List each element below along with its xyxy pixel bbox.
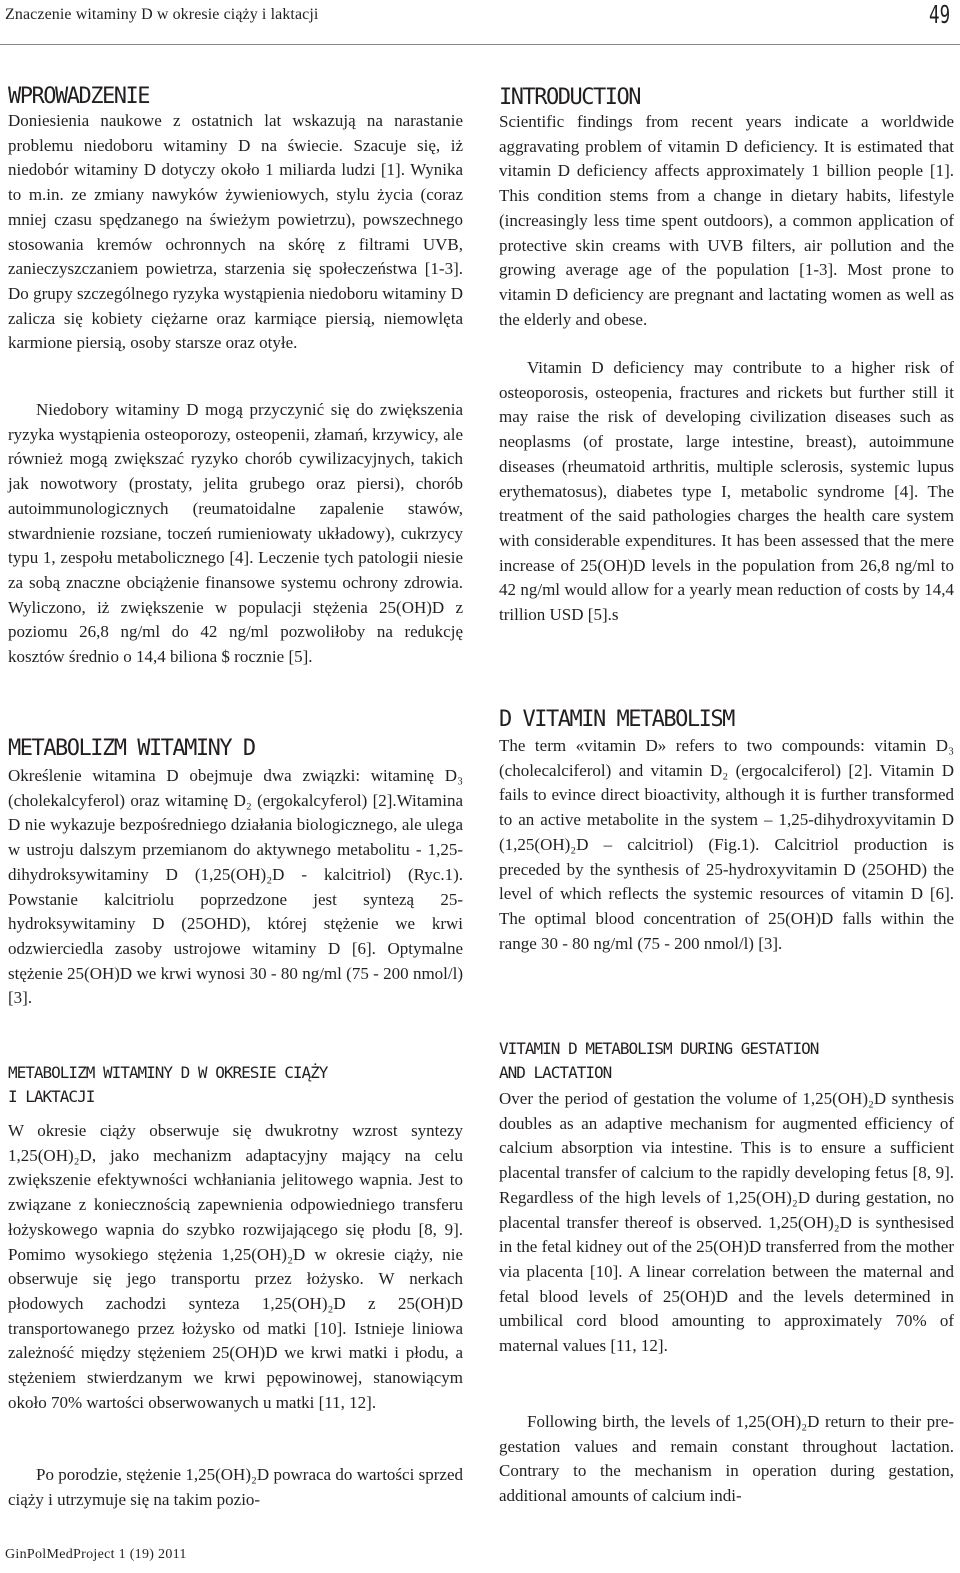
running-title: Znaczenie witaminy D w okresie ciąży i laktacji [5,6,319,23]
paragraph-following-birth: Following birth, the levels of 1,25(OH)₂D return to their pre-gestation values and remain constant throughout lactation. Contrary to the mechanism in operation during gestation, additional amounts of calcium indi- [499,1412,954,1506]
paragraph-ciaza: W okresie ciąży obserwuje się dwukrotny wzrost syntezy 1,25(OH)₂D, jako mechanizm adaptacyjny mający na celu zwiększenie efektywności wchłaniania jelitowego wapnia. Jest to związane z koniecznością zapewnienia odpowiedniego transferu łożyskowego wapnia do szybko rozwijającego się płodu [8, 9]. Pomimo wysokiego stężenia 1,25(OH)₂D w okresie ciąży, nie obserwuje się jego transportu przez łożysko. W nerkach płodowych zachodzi synteza 1,25(OH)₂D z 25(OH)D transportowanego przez łożysko od matki [10]. Istnieje liniowa zależność między stężeniem 25(OH)D we krwi matki i płodu, a stężeniem stwierdzanym we krwi pępowinowej, stanowiącym około 70% wartości obserwowanych u matki [11, 12]. [8,1121,463,1412]
heading-vitamin-metabolism: D VITAMIN METABOLISM [499,707,734,732]
paragraph-introduction-1: Scientific findings from recent years indicate a worldwide aggravating problem of vitamin D deficiency. It is estimated that vitamin D deficiency affects approximately 1 billion people [1]. This condition stems from a change in dietary habits, lifestyle (increasingly less time spent outdoors), a common application of protective skin creams with UVB filters, air pollution and the growing average age of the population [1-3]. Most prone to vitamin D deficiency are pregnant and lactating women as well as the elderly and obese. [499,112,954,329]
heading-metabolism-gestation: VITAMIN D METABOLISM DURING GESTATION AND LACTATION [499,1039,819,1082]
page-number: 49 [928,0,950,29]
journal-footer: GinPolMedProject 1 (19) 2011 [5,1547,187,1562]
header-divider [0,44,960,45]
heading-wprowadzenie: WPROWADZENIE [8,84,149,109]
heading-metabolizm-ciaza: METABOLIZM WITAMINY D W OKRESIE CIĄŻY I LAKTACJI [8,1063,328,1106]
paragraph-vitamin-metabolism: The term «vitamin D» refers to two compounds: vitamin D₃ (cholecalciferol) and vitamin D₂ (ergocalciferol) [2]. Vitamin D fails to evince direct bioactivity, although it is further transformed to an active metabolite in the system – 1,25-dihydroxyvitamin D (1,25(OH)₂D – calcitriol) (Fig.1). Calcitriol production is preceded by the synthesis of 25-hydroxyvitamin D (25OHD) the level of which reflects the systemic resources of vitamin D [6]. The optimal blood concentration of 25(OH)D falls within the range 30 - 80 ng/ml (75 - 200 nmol/l) [3]. [499,736,954,953]
paragraph-intro-2: Niedobory witaminy D mogą przyczynić się do zwiększenia ryzyka wystąpienia osteoporozy, osteopenii, złamań, krzywicy, ale również mogą zwiększać ryzyko chorób cywilizacyjnych, takich jak nowotwory (prostaty, jelita grubego oraz piersi), chorób autoimmunologicznych (reumatoidalne zapalenie stawów, stwardnienie rozsiane, toczeń rumieniowaty układowy), cukrzycy typu 1, zespołu metabolicznego [4]. Leczenie tych patologii niesie za sobą znaczne obciążenie finansowe systemu ochrony zdrowia. Wyliczono, iż zwiększenie w populacji stężenia 25(OH)D z poziomu 26,8 ng/ml do 42 ng/ml pozwoliłoby na redukcję kosztów średnio o 14,4 biliona $ rocznie [5]. [8,400,463,667]
paragraph-metabolizm: Określenie witamina D obejmuje dwa związki: witaminę D₃ (cholekalcyferol) oraz witaminę D₂ (ergokalcyferol) [2].Witamina D nie wykazuje bezpośredniego działania biologicznego, ale ulega w ustroju dalszym przemianom do aktywnego metabolitu - 1,25-dihydroksywitaminy D (1,25(OH)₂D - kalcitriol) (Ryc.1). Powstanie kalcitriolu poprzedzone jest syntezą 25-hydroksywitaminy D (25OHD), której stężenie we krwi odzwierciedla zasoby ustrojowe witaminy D [6]. Optymalne stężenie 25(OH)D we krwi wynosi 30 - 80 ng/ml (75 - 200 nmol/l) [3]. [8,766,463,1008]
heading-introduction: INTRODUCTION [499,85,640,110]
paragraph-gestation: Over the period of gestation the volume of 1,25(OH)₂D synthesis doubles as an adaptive mechanism for augmented efficiency of calcium absorption via intestine. This is to ensure a sufficient placental transfer of calcium to the rapidly developing fetus [8, 9]. Regardless of the high levels of 1,25(OH)₂D during gestation, no placental transfer thereof is observed. 1,25(OH)₂D is synthesised in the fetal kidney out of the 25(OH)D transferred from the mother via placenta [10]. A linear correlation between the maternal and fetal blood levels of 25(OH)D and the levels determined in umbilical cord blood amounting to approximately 70% of maternal values [11, 12]. [499,1089,954,1356]
paragraph-introduction-2: Vitamin D deficiency may contribute to a higher risk of osteoporosis, osteopenia, fractures and rickets but further still it may raise the risk of developing civilization diseases such as neoplasms (of prostate, large intestine, breast), autoimmune diseases (rheumatoid arthritis, multiple sclerosis, systemic lupus erythematosus), diabetes type I, metabolic syndrome [4]. The treatment of the said pathologies charges the health care system with considerable expenditures. It has been assessed that the mere increase of 25(OH)D levels in the population from 26,8 ng/ml to 42 ng/ml would allow for a yearly mean reduction of costs by 14,4 trillion USD [5].s [499,358,954,625]
heading-metabolizm: METABOLIZM WITAMINY D [8,736,255,761]
paragraph-porod: Po porodzie, stężenie 1,25(OH)₂D powraca do wartości sprzed ciąży i utrzymuje się na takim pozio- [8,1465,463,1509]
paragraph-intro-1: Doniesienia naukowe z ostatnich lat wskazują na narastanie problemu niedoboru witaminy D na świecie. Szacuje się, iż niedobór witaminy D dotyczy około 1 miliarda ludzi [1]. Wynika to m.in. ze zmiany nawyków żywieniowych, stylu życia (coraz mniej czasu spędzanego na świeżym powietrzu), powszechnego stosowania kremów ochronnych na skórę z filtrami UVB, zanieczyszczaniem powietrza, starzenia się społeczeństwa [1-3]. Do grupy szczególnego ryzyka wystąpienia niedoboru witaminy D zalicza się kobiety ciężarne oraz karmiące piersią, niemowlęta karmione piersią, osoby starsze oraz otyłe. [8,111,463,353]
